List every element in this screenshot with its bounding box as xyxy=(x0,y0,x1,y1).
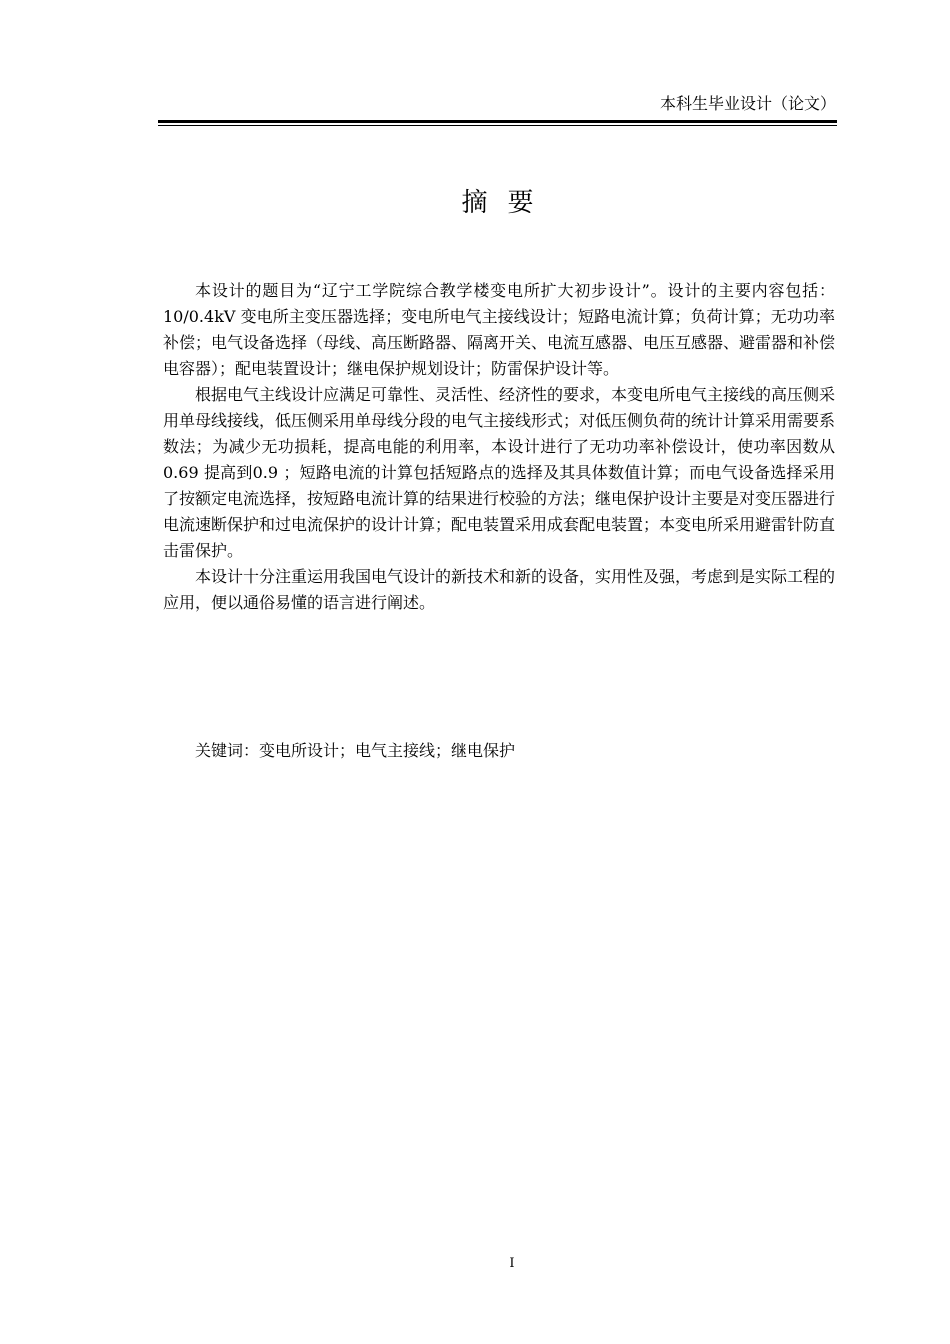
header-rule-thick xyxy=(158,120,837,123)
abstract-body xyxy=(163,278,835,616)
abstract-paragraph-1: 本设计的题目为“辽宁工学院综合教学楼变电所扩大初步设计”。设计的主要内容包括：10/0.4kV 变电所主变压器选择；变电所电气主接线设计；短路电流计算；负荷计算；无功功率补偿；电气设备选择（母线、高压断路器、隔离开关、电流互感器、电压互感器、避雷器和补偿电容器）；配电装置设计；继电保护规划设计；防雷保护设计等。 xyxy=(163,281,836,378)
page-number: I xyxy=(509,1256,515,1271)
abstract-title: 摘要 xyxy=(461,188,554,218)
header-rule-thin xyxy=(158,125,837,126)
abstract-paragraph-2: 根据电气主线设计应满足可靠性、灵活性、经济性的要求，本变电所电气主接线的高压侧采用单母线接线，低压侧采用单母线分段的电气主接线形式；对低压侧负荷的统计计算采用需要系数法；为减少无功损耗，提高电能的利用率，本设计进行了无功功率补偿设计，使功率因数从0.69 提高到0.9 ；短路电流的计算包括短路点的选择及其具体数值计算；而电气设备选择采用了按额定电流选择，按短路电流计算的结果进行校验的方法；继电保护设计主要是对变压器进行电流速断保护和过电流保护的设计计算；配电装置采用成套配电装置；本变电所采用避雷针防直击雷保护。 xyxy=(163,385,836,560)
abstract-paragraph-3: 本设计十分注重运用我国电气设计的新技术和新的设备，实用性及强，考虑到是实际工程的应用，便以通俗易懂的语言进行阐述。 xyxy=(163,567,836,612)
running-header: 本科生毕业设计（论文） xyxy=(659,94,836,113)
keywords-line: 关键词：变电所设计；电气主接线；继电保护 xyxy=(195,741,516,760)
